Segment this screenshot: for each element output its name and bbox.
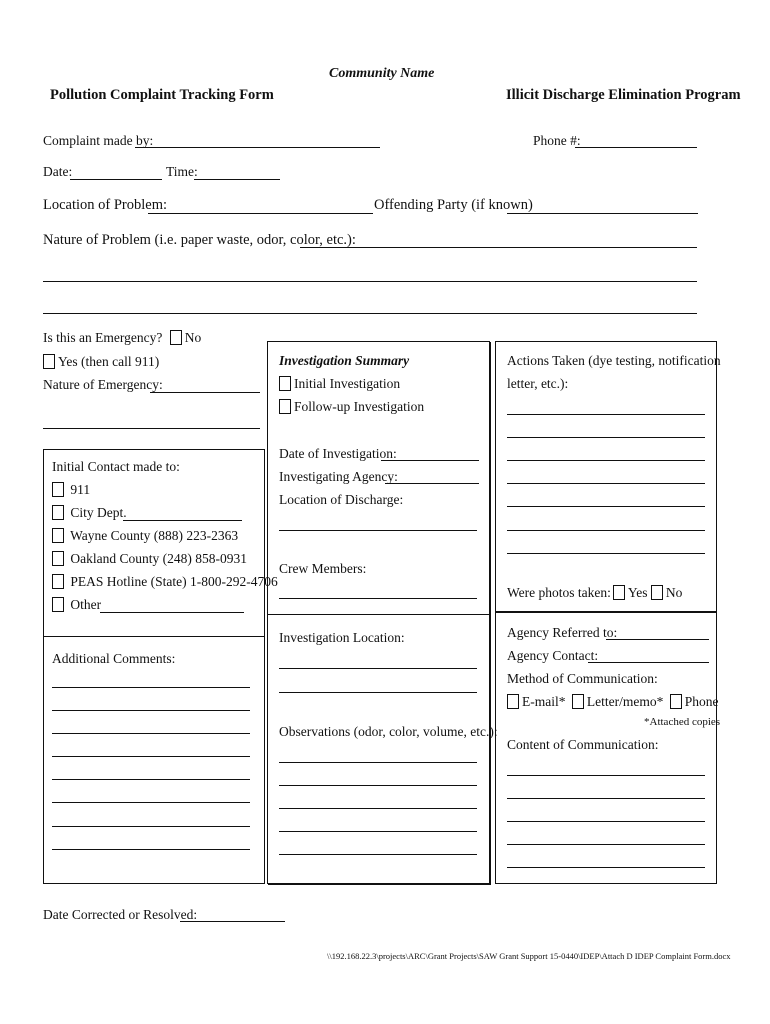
contact-option-label: Wayne County (888) 223-2363 xyxy=(70,528,239,543)
nature-field[interactable] xyxy=(300,247,697,248)
comment-line[interactable] xyxy=(52,733,250,734)
emergency-question xyxy=(43,330,201,346)
city-dept-field[interactable] xyxy=(123,520,242,521)
contact-option-label: Oakland County (248) 858-0931 xyxy=(70,551,247,566)
comment-line[interactable] xyxy=(52,779,250,780)
investigation-date-label: Date of Investigation: xyxy=(279,446,397,461)
content-line[interactable] xyxy=(507,867,705,868)
time-label: Time: xyxy=(166,164,198,179)
contact-option-label: 911 xyxy=(70,482,91,497)
offending-field[interactable] xyxy=(507,213,698,214)
date-label: Date: xyxy=(43,164,73,179)
date-corrected-label: Date Corrected or Resolved: xyxy=(43,907,198,922)
comment-line[interactable] xyxy=(52,687,250,688)
content-communication-label: Content of Communication: xyxy=(507,737,659,752)
emergency-nature-field[interactable] xyxy=(150,392,260,393)
photos-yes-checkbox[interactable] xyxy=(613,585,625,600)
content-line[interactable] xyxy=(507,798,705,799)
emergency-no-label: No xyxy=(184,330,202,345)
comment-line[interactable] xyxy=(52,826,250,827)
photos-no-label: No xyxy=(665,585,683,600)
content-line[interactable] xyxy=(507,844,705,845)
photos-label: Were photos taken: xyxy=(507,585,611,600)
followup-investigation-checkbox[interactable] xyxy=(279,399,291,414)
initial-contact-title: Initial Contact made to: xyxy=(52,459,180,474)
contact-option xyxy=(52,574,278,590)
initial-investigation-label: Initial Investigation xyxy=(294,376,401,391)
comment-line[interactable] xyxy=(52,710,250,711)
investigation-title: Investigation Summary xyxy=(279,353,410,368)
location-field[interactable] xyxy=(148,213,373,214)
actions-line[interactable] xyxy=(507,414,705,415)
contact-wayne-checkbox[interactable] xyxy=(52,528,64,543)
observations-line[interactable] xyxy=(279,785,477,786)
contact-peas-checkbox[interactable] xyxy=(52,574,64,589)
contact-option xyxy=(52,482,90,498)
file-path: \\192.168.22.3\projects\ARC\Grant Projects\SAW Grant Support 15-0440\IDEP\Attach D IDEP Complaint Form.docx xyxy=(327,951,731,961)
emergency-no-checkbox[interactable] xyxy=(170,330,182,345)
other-field[interactable] xyxy=(100,612,244,613)
actions-line[interactable] xyxy=(507,553,705,554)
letter-label: Letter/memo* xyxy=(586,694,664,709)
contact-option xyxy=(52,505,127,521)
emergency-yes-label: Yes (then call 911) xyxy=(58,354,160,369)
photos-question xyxy=(507,585,682,601)
actions-line[interactable] xyxy=(507,460,705,461)
nature-line[interactable] xyxy=(43,313,697,314)
discharge-location-field[interactable] xyxy=(279,530,477,531)
actions-title-line1: Actions Taken (dye testing, notification xyxy=(507,353,721,368)
investigation-location-line[interactable] xyxy=(279,692,477,693)
initial-investigation-checkbox[interactable] xyxy=(279,376,291,391)
contact-911-checkbox[interactable] xyxy=(52,482,64,497)
agency-contact-label: Agency Contact: xyxy=(507,648,599,663)
date-field[interactable] xyxy=(70,179,162,180)
phone-method-label: Phone xyxy=(684,694,719,709)
contact-oakland-checkbox[interactable] xyxy=(52,551,64,566)
investigating-agency-label: Investigating Agency: xyxy=(279,469,398,484)
offending-label: Offending Party (if known) xyxy=(374,197,533,213)
nature-label: Nature of Problem (i.e. paper waste, odor, color, etc.): xyxy=(43,232,356,248)
contact-option xyxy=(52,528,238,544)
actions-line[interactable] xyxy=(507,530,705,531)
community-name: Community Name xyxy=(329,66,435,81)
initial-investigation-option xyxy=(279,376,400,392)
actions-line[interactable] xyxy=(507,437,705,438)
contact-other-checkbox[interactable] xyxy=(52,597,64,612)
additional-comments-label: Additional Comments: xyxy=(52,651,176,666)
actions-divider xyxy=(495,611,717,613)
photos-yes-label: Yes xyxy=(627,585,648,600)
actions-title-line2: letter, etc.): xyxy=(507,376,569,391)
contact-option-label: City Dept. xyxy=(70,505,127,520)
complaint-by-label: Complaint made by: xyxy=(43,133,154,148)
photos-no-checkbox[interactable] xyxy=(651,585,663,600)
emergency-yes xyxy=(43,354,159,370)
actions-line[interactable] xyxy=(507,506,705,507)
observations-line[interactable] xyxy=(279,831,477,832)
investigation-box xyxy=(267,341,490,884)
contact-option-label: Other xyxy=(70,597,102,612)
letter-checkbox[interactable] xyxy=(572,694,584,709)
agency-contact-field[interactable] xyxy=(588,662,709,663)
program-title: Illicit Discharge Elimination Program xyxy=(506,87,741,103)
attached-copies-note: *Attached copies xyxy=(644,716,721,728)
date-corrected-field[interactable] xyxy=(180,921,285,922)
discharge-location-label: Location of Discharge: xyxy=(279,492,404,507)
investigating-agency-field[interactable] xyxy=(385,483,479,484)
nature-line[interactable] xyxy=(43,281,697,282)
contact-option-label: PEAS Hotline (State) 1-800-292-4706 xyxy=(70,574,278,589)
emergency-nature-line[interactable] xyxy=(43,428,260,429)
content-line[interactable] xyxy=(507,775,705,776)
phone-label: Phone #: xyxy=(533,133,581,148)
form-title: Pollution Complaint Tracking Form xyxy=(50,87,274,103)
time-field[interactable] xyxy=(194,179,280,180)
left-box-divider xyxy=(43,636,265,637)
investigation-location-line[interactable] xyxy=(279,668,477,669)
content-line[interactable] xyxy=(507,821,705,822)
observations-line[interactable] xyxy=(279,762,477,763)
followup-investigation-label: Follow-up Investigation xyxy=(294,399,425,414)
crew-members-field[interactable] xyxy=(279,598,477,599)
method-options xyxy=(507,694,718,710)
followup-investigation-option xyxy=(279,399,424,415)
emergency-question-label: Is this an Emergency? xyxy=(43,330,163,345)
emergency-nature-label: Nature of Emergency: xyxy=(43,377,163,392)
email-label: E-mail* xyxy=(522,694,566,709)
phone-checkbox[interactable] xyxy=(670,694,682,709)
complaint-by-field[interactable] xyxy=(135,147,380,148)
contact-option xyxy=(52,597,101,613)
observations-label: Observations (odor, color, volume, etc.): xyxy=(279,724,498,739)
investigation-date-field[interactable] xyxy=(381,460,479,461)
comment-line[interactable] xyxy=(52,802,250,803)
email-checkbox[interactable] xyxy=(507,694,519,709)
observations-line[interactable] xyxy=(279,854,477,855)
emergency-yes-checkbox[interactable] xyxy=(43,354,55,369)
investigation-location-label: Investigation Location: xyxy=(279,630,405,645)
agency-referred-field[interactable] xyxy=(606,639,709,640)
location-label: Location of Problem: xyxy=(43,197,168,213)
phone-field[interactable] xyxy=(575,147,697,148)
contact-option xyxy=(52,551,247,567)
investigation-divider xyxy=(267,614,490,615)
method-label: Method of Communication: xyxy=(507,671,658,686)
observations-line[interactable] xyxy=(279,808,477,809)
comment-line[interactable] xyxy=(52,756,250,757)
actions-line[interactable] xyxy=(507,483,705,484)
contact-city-checkbox[interactable] xyxy=(52,505,64,520)
agency-referred-label: Agency Referred to: xyxy=(507,625,618,640)
crew-members-label: Crew Members: xyxy=(279,561,367,576)
comment-line[interactable] xyxy=(52,849,250,850)
